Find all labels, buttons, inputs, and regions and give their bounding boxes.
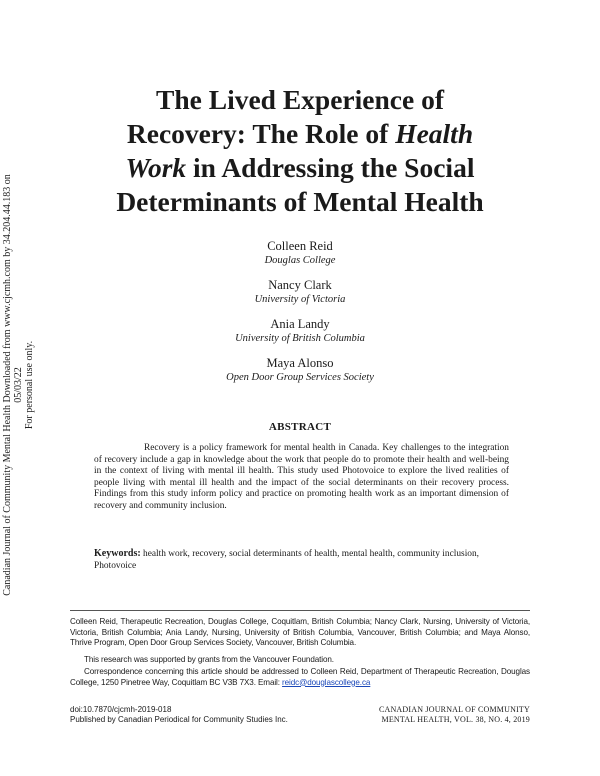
author-affiliation: University of Victoria xyxy=(254,294,346,305)
author-name: Maya Alonso xyxy=(266,356,334,370)
email-link[interactable]: reidc@douglascollege.ca xyxy=(282,677,371,687)
article-title xyxy=(70,83,530,219)
author-affiliation: Douglas College xyxy=(264,255,336,266)
correspondence-note xyxy=(70,667,530,688)
title-line-2-italic: Health xyxy=(395,118,474,149)
abstract-body: Recovery is a policy framework for mental health in Canada. Key challenges to the integration of recovery include a gap in knowledge about the work that people do to promote their health and well-being in the context of living with mental ill health. This study used Photovoice to explore the lived realities of people living with mental ill health and the impact of the social determinants on their recovery process. Findings from this study inform policy and practice on promoting health work as an important dimension of recovery and community inclusion. xyxy=(94,443,509,511)
title-line-3-italic: Work xyxy=(125,152,187,183)
watermark-line-2: For personal use only. xyxy=(24,340,35,430)
title-line-1: The Lived Experience of xyxy=(156,84,444,115)
funding-note: This research was supported by grants from the Vancouver Foundation. xyxy=(84,655,334,664)
author-block xyxy=(100,317,500,345)
publisher: Published by Canadian Periodical for Community Studies Inc. xyxy=(70,715,288,724)
journal-citation xyxy=(379,705,530,725)
abstract-heading: ABSTRACT xyxy=(268,421,332,433)
journal-line-2: MENTAL HEALTH, VOL. 38, NO. 4, 2019 xyxy=(381,715,530,724)
correspondence-text: Correspondence concerning this article should be addressed to Colleen Reid, Department of Therapeutic Recreation, Douglas College, 1250 Pinetree Way, Coquitlam BC V3B 7X3. Email: xyxy=(70,667,530,687)
title-line-2 xyxy=(70,117,530,151)
title-line-3-text: in Addressing the Social xyxy=(186,152,475,183)
author-block xyxy=(100,278,500,306)
author-affiliation: Open Door Group Services Society xyxy=(226,372,374,383)
author-affiliation: University of British Columbia xyxy=(235,333,365,344)
watermark-line-1: Canadian Journal of Community Mental Health Downloaded from www.cjcmh.com by 34.204.44.183 on 05/03/22 xyxy=(2,174,24,596)
author-affiliations-note: Colleen Reid, Therapeutic Recreation, Douglas College, Coquitlam, British Columbia; Nancy Clark, Nursing, University of Victoria, Victoria, British Columbia; Ania Landy, Nursing, University of British Columbia, Vancouver, British Columbia; and Maya Alonso, Thrive Program, Open Door Group Services Society, Vancouver, British Columbia. xyxy=(70,617,530,647)
author-name: Ania Landy xyxy=(270,317,330,331)
doi: doi:10.7870/cjcmh-2019-018 xyxy=(70,705,172,714)
journal-line-1: CANADIAN JOURNAL OF COMMUNITY xyxy=(378,705,530,714)
author-name: Nancy Clark xyxy=(268,278,332,292)
author-block xyxy=(100,239,500,267)
footnote-divider xyxy=(70,610,530,611)
author-list xyxy=(100,239,500,395)
download-watermark xyxy=(2,165,35,605)
keywords-label: Keywords: xyxy=(94,548,141,559)
title-line-4: Determinants of Mental Health xyxy=(116,186,484,217)
author-name: Colleen Reid xyxy=(267,239,333,253)
title-line-3 xyxy=(70,151,530,185)
doi-block xyxy=(70,705,288,725)
keywords xyxy=(94,548,509,572)
author-block xyxy=(100,356,500,384)
keywords-list: health work, recovery, social determinants of health, mental health, community inclusion, Photovoice xyxy=(94,549,480,571)
title-line-2-text: Recovery: The Role of xyxy=(126,118,396,149)
